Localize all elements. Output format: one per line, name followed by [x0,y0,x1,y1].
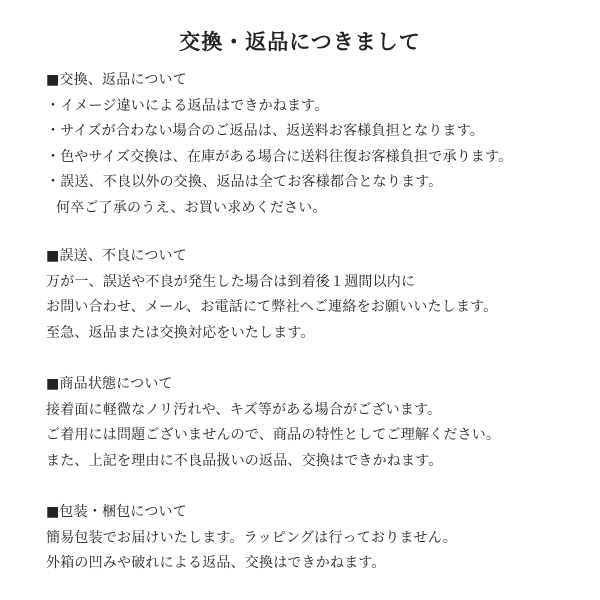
page-title: 交換・返品につきまして [179,30,421,54]
policy-line: 至急、返品または交換対応をいたします。 [46,324,315,341]
section-heading: ■交換、返品について [46,72,187,88]
policy-line: 何卒ご了承のうえ、お買い求めください。 [56,199,327,216]
section-heading: ■誤送、不良について [46,248,187,264]
policy-line: 接着面に軽微なノリ汚れや、キズ等がある場合がございます。 [46,401,442,418]
policy-line: 万が一、誤送や不良が発生した場合は到着後１週間以内に [46,273,416,290]
policy-line: 外箱の凹みや破れによる返品、交換はできかねます。 [46,555,386,571]
policy-line: 簡易包装でお届けいたします。ラッピングは行っておりません。 [46,529,457,546]
policy-line: ・誤送、不良以外の交換、返品は全てお客様都合となります。 [46,174,443,190]
section-heading: ■商品状態について [46,376,173,392]
policy-line: お問い合わせ、メール、お電話にて弊社へご連絡をお願いいたします。 [46,299,498,315]
section-packaging [46,500,586,577]
policy-line: ・イメージ違いによる返品はできかねます。 [46,97,329,114]
section-product-condition [46,372,586,474]
section-exchange-return [46,68,586,221]
policy-line: また、上記を理由に不良品扱いの返品、交換はできかねます。 [46,452,443,469]
section-heading: ■包装・梱包について [46,504,187,520]
policy-line: ・サイズが合わない場合のご返品は、返送料お客様負担となります。 [46,123,484,139]
policy-line: ご着用には問題ございませんので、商品の特性としてご理解ください。 [46,427,501,443]
policy-line: ・色やサイズ交換は、在庫がある場合に送料往復お客様負担で承ります。 [46,148,513,165]
section-misdelivery-defect [46,244,586,346]
